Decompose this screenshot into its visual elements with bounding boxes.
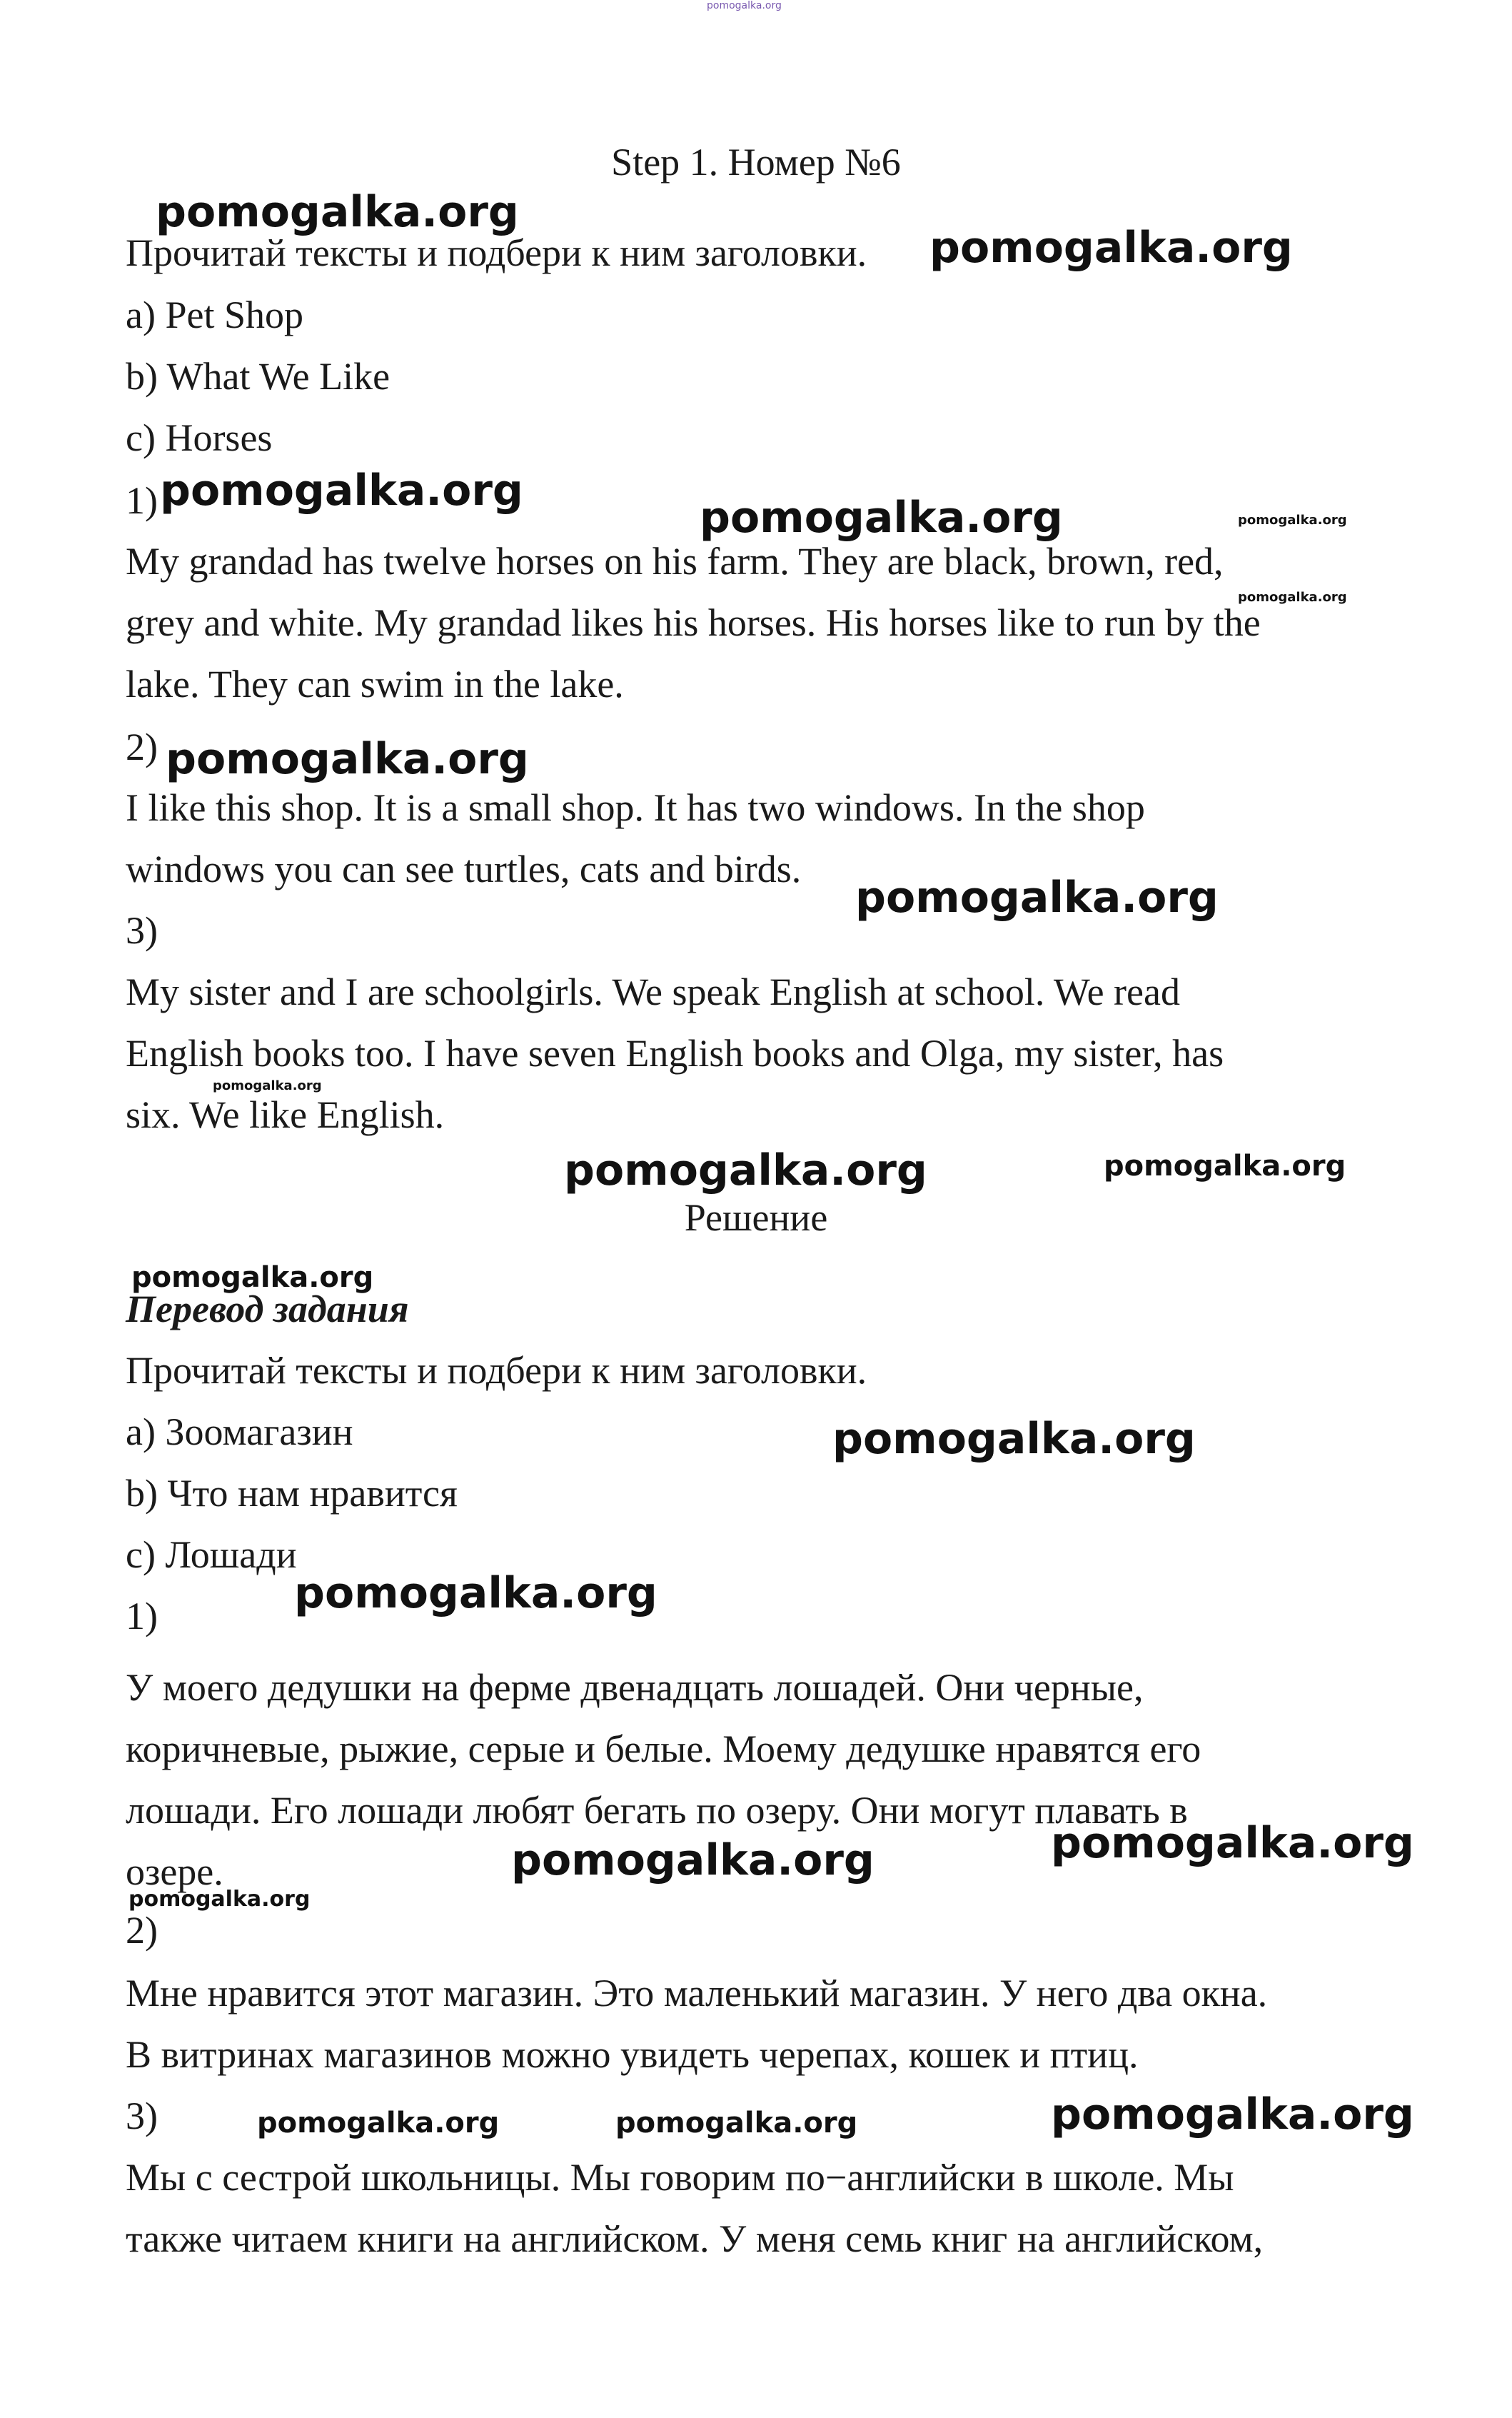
watermark: pomogalka.org: [564, 1145, 927, 1195]
translation-option-b: b) Что нам нравится: [126, 1472, 458, 1515]
translation-text1-line: У моего дедушки на ферме двенадцать лошадей. Они черные,: [126, 1666, 1144, 1709]
watermark: pomogalka.org: [294, 1568, 657, 1618]
watermark: pomogalka.org: [1238, 513, 1347, 528]
watermark: pomogalka.org: [832, 1414, 1196, 1464]
watermark: pomogalka.org: [511, 1835, 875, 1885]
text3-line: English books too. I have seven English books and Olga, my sister, has: [126, 1032, 1224, 1075]
translation-text1-line: лошади. Его лошади любят бегать по озеру. Они могут плавать в: [126, 1789, 1188, 1832]
translation-text1-line: озере.: [126, 1850, 223, 1893]
solution-title: Решение: [684, 1196, 828, 1239]
heading-option-a: a) Pet Shop: [126, 294, 303, 336]
watermark: pomogalka.org: [160, 466, 523, 516]
heading-option-b: b) What We Like: [126, 355, 390, 398]
watermark: pomogalka.org: [156, 187, 519, 237]
translation-heading: Перевод задания: [126, 1288, 409, 1330]
text3-line: My sister and I are schoolgirls. We speak English at school. We read: [126, 970, 1180, 1013]
text2-line: windows you can see turtles, cats and birds.: [126, 848, 802, 891]
heading-option-c: c) Horses: [126, 416, 273, 459]
text3-label: 3): [126, 909, 158, 952]
top-watermark: pomogalka.org: [707, 0, 782, 11]
translation-text2-label: 2): [126, 1909, 158, 1952]
translation-option-a: a) Зоомагазин: [126, 1410, 353, 1453]
text2-line: I like this shop. It is a small shop. It has two windows. In the shop: [126, 786, 1145, 829]
watermark: pomogalka.org: [128, 1887, 311, 1912]
text3-line: six. We like English.: [126, 1093, 445, 1136]
watermark: pomogalka.org: [131, 1261, 374, 1294]
watermark: pomogalka.org: [1051, 1818, 1414, 1868]
text1-label: 1): [126, 479, 158, 522]
translation-text1-label: 1): [126, 1595, 158, 1637]
watermark: pomogalka.org: [1104, 1150, 1346, 1183]
translation-text2-line: Мне нравится этот магазин. Это маленький магазин. У него два окна.: [126, 1972, 1268, 2015]
watermark: pomogalka.org: [1051, 2090, 1414, 2139]
translation-text3-label: 3): [126, 2095, 158, 2137]
translation-text3-line: Мы с сестрой школьницы. Мы говорим по−английски в школе. Мы: [126, 2156, 1234, 2199]
page-title: Step 1. Номер №6: [611, 141, 901, 184]
translation-instruction: Прочитай тексты и подбери к ним заголовки.: [126, 1349, 867, 1392]
watermark: pomogalka.org: [929, 223, 1293, 273]
watermark: pomogalka.org: [166, 734, 529, 784]
watermark: pomogalka.org: [257, 2107, 500, 2139]
text2-label: 2): [126, 726, 158, 768]
watermark: pomogalka.org: [615, 2107, 858, 2139]
text1-line: My grandad has twelve horses on his farm. They are black, brown, red,: [126, 540, 1224, 583]
translation-text1-line: коричневые, рыжие, серые и белые. Моему дедушке нравятся его: [126, 1727, 1201, 1770]
translation-option-c: c) Лошади: [126, 1533, 297, 1576]
watermark: pomogalka.org: [213, 1078, 322, 1093]
text1-line: lake. They can swim in the lake.: [126, 663, 624, 706]
translation-text2-line: В витринах магазинов можно увидеть черепах, кошек и птиц.: [126, 2033, 1139, 2076]
watermark: pomogalka.org: [855, 873, 1219, 923]
watermark: pomogalka.org: [700, 493, 1063, 543]
task-instruction: Прочитай тексты и подбери к ним заголовки.: [126, 231, 867, 274]
text1-line: grey and white. My grandad likes his horses. His horses like to run by the: [126, 601, 1261, 644]
translation-text3-line: также читаем книги на английском. У меня семь книг на английском,: [126, 2217, 1264, 2260]
watermark: pomogalka.org: [1238, 590, 1347, 605]
